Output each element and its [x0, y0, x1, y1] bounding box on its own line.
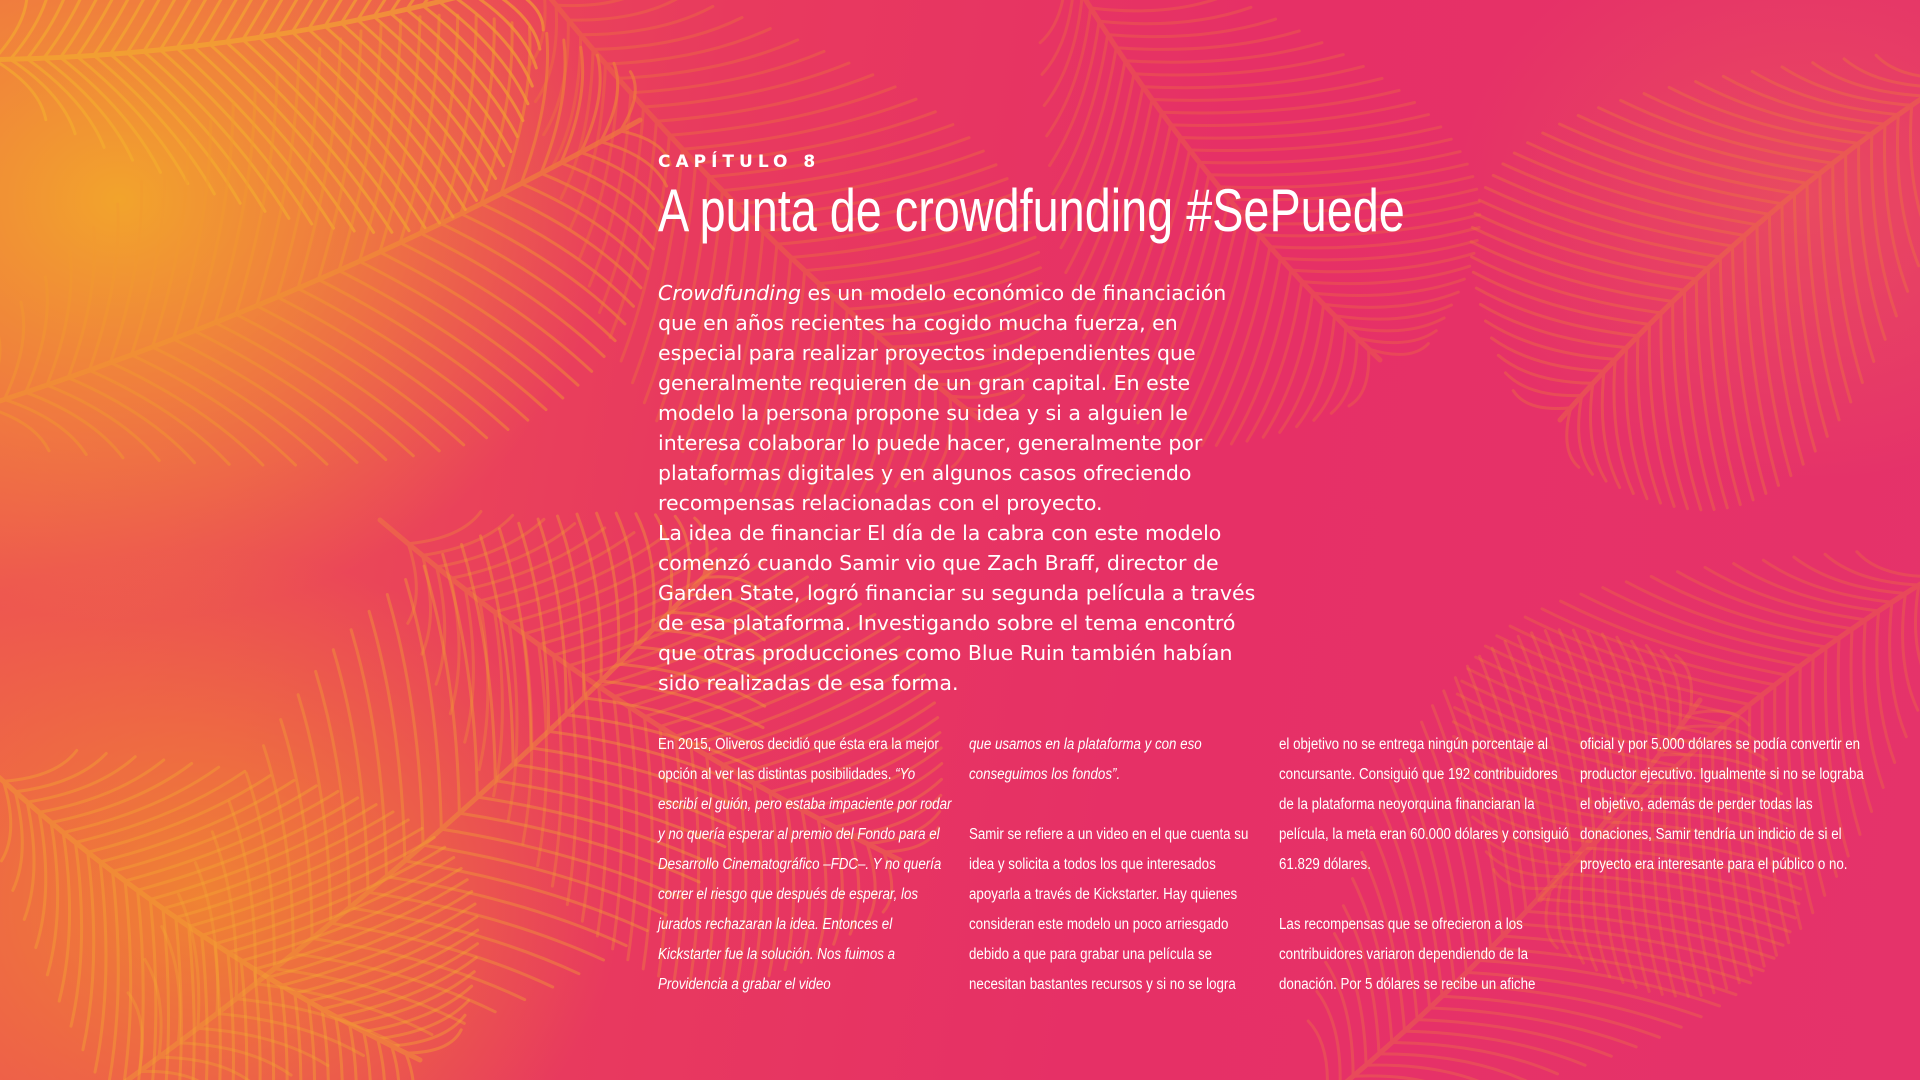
page-title: A punta de crowdfunding #SePuede	[658, 177, 1405, 244]
palm-frond	[0, 751, 478, 1080]
palm-frond	[0, 15, 670, 465]
column-3-paragraph-1: el objetivo no se entrega ningún porcentaje al concursante. Consiguió que 192 contribuidores de la plataforma neoyorquina financiaran la película, la meta eran 60.000 dólares y consiguió 61.829 dólares.	[1279, 736, 1569, 873]
column-1-quote: “Yo escribí el guión, pero estaba impaciente por rodar y no quería esperar al premio del Fondo para el Desarrollo Cinematográfico –FDC–. Y no quería correr el riesgo que después de esperar, los jurados rechazaran la idea. Entonces el Kickstarter fue la solución. Nos fuimos a Providencia a grabar el video	[658, 766, 952, 993]
column-4-text: oficial y por 5.000 dólares se podía convertir en productor ejecutivo. Igualmente si no se lograba el objetivo, además de perder todas las donaciones, Samir tendría un indicio de si el proyecto era interesante para el público o no.	[1580, 736, 1864, 873]
column-2	[969, 730, 1266, 1030]
column-1	[658, 730, 955, 1000]
intro-paragraph-2: La idea de financiar El día de la cabra con este modelo comenzó cuando Samir vio que Zach Braff, director de Garden State, logró financiar su segunda película a través de esa plataforma. Investigando sobre el tema encontró que otras producciones como Blue Ruin también habían sido realizadas de esa forma.	[658, 521, 1256, 695]
column-2-text: Samir se refiere a un video en el que cuenta su idea y solicita a todos los que interesados apoyarla a través de Kickstarter. Hay quienes consideran este modelo un poco arriesgado debido a que para grabar una película se necesitan bastantes recursos y si no se logra	[969, 826, 1249, 993]
palm-frond	[1471, 55, 1920, 510]
chapter-label: CAPÍTULO 8	[658, 152, 821, 172]
intro-paragraph-1	[658, 278, 1258, 518]
intro-paragraph-1-text: es un modelo económico de financiación que en años recientes ha cogido mucha fuerza, en especial para realizar proyectos independientes que generalmente requieren de un gran capital. En este modelo la persona propone su idea y si a alguien le interesa colaborar lo puede hacer, generalmente por plataformas digitales y en algunos casos ofreciendo recompensas relacionadas con el proyecto.	[658, 281, 1227, 515]
column-3	[1279, 730, 1576, 1030]
column-2-quote: que usamos en la plataforma y con eso conseguimos los fondos”.	[969, 736, 1202, 783]
column-4	[1580, 730, 1877, 910]
column-3-paragraph-2: Las recompensas que se ofrecieron a los contribuidores variaron dependiendo de la donación. Por 5 dólares se recibe un afiche	[1279, 916, 1536, 993]
column-1-text: En 2015, Oliveros decidió que ésta era la mejor opción al ver las distintas posibilidades.	[658, 736, 939, 783]
palm-frond	[0, 0, 543, 232]
crowdfunding-term: Crowdfunding	[658, 281, 801, 305]
